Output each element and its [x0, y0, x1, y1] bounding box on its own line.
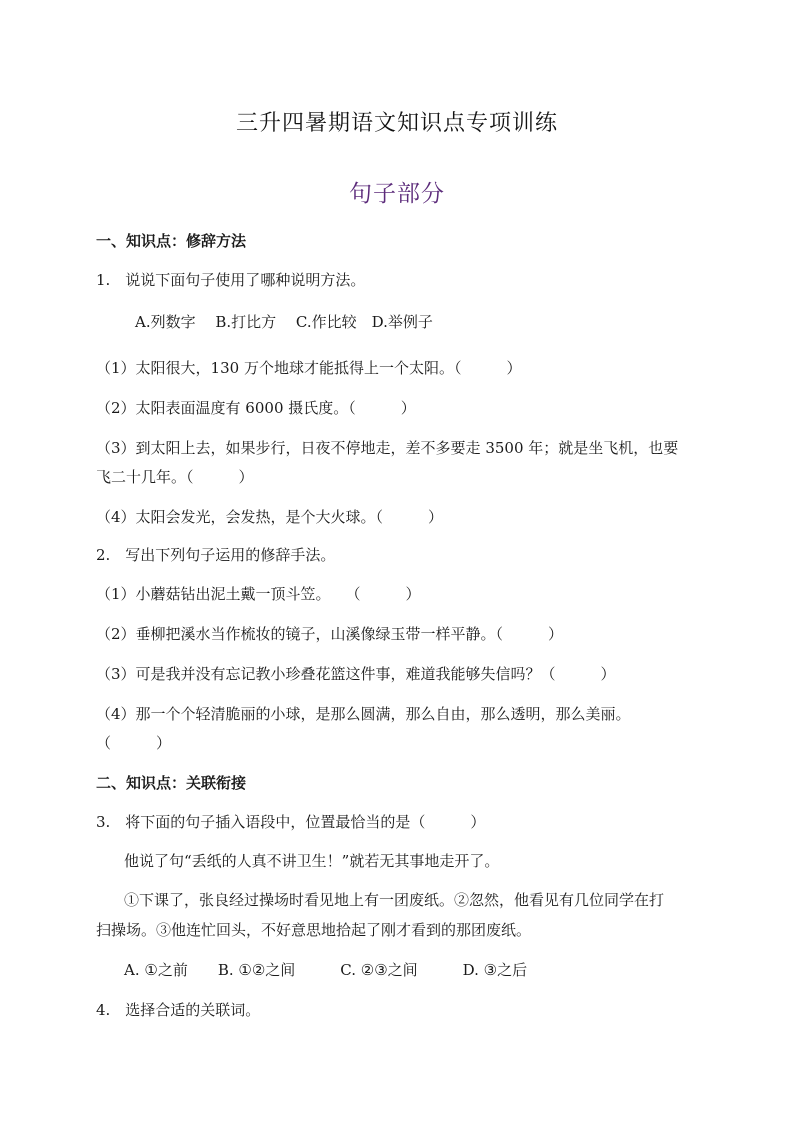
page-title: 三升四暑期语文知识点专项训练 — [235, 111, 558, 136]
question-3-passage-line-2: 扫操场。③他连忙回头，不好意思地拾起了刚才看到的那团废纸。 — [96, 921, 532, 939]
question-4-stem: 4. 选择合适的关联词。 — [96, 1001, 261, 1019]
question-3-quote: 他说了句“丢纸的人真不讲卫生！”就若无其事地走开了。 — [124, 852, 500, 870]
question-1-stem: 1. 说说下面句子使用了哪种说明方法。 — [96, 271, 366, 289]
question-1-item-3-cont: 飞二十几年。（ ） — [96, 468, 254, 486]
page-subtitle: 句子部分 — [349, 181, 445, 207]
question-2-item-3: （3）可是我并没有忘记教小珍叠花篮这件事，难道我能够失信吗？（ ） — [96, 665, 616, 683]
question-1-options: A.列数字 B.打比方 C.作比较 D.举例子 — [135, 313, 433, 331]
question-3-passage-line-1: ①下课了，张良经过操场时看见地上有一团废纸。②忽然，他看见有几位同学在打 — [124, 891, 665, 909]
question-2-stem: 2. 写出下列句子运用的修辞手法。 — [96, 546, 336, 564]
question-2-item-4: （4）那一个个轻清脆丽的小球，是那么圆满，那么自由，那么透明，那么美丽。 — [96, 705, 631, 723]
question-2-item-4-blank: （ ） — [96, 734, 172, 752]
section-heading-rhetoric: 一、知识点：修辞方法 — [96, 232, 247, 250]
question-3-options: A. ①之前 B. ①②之间 C. ②③之间 D. ③之后 — [124, 961, 528, 979]
question-2-item-2: （2）垂柳把溪水当作梳妆的镜子，山溪像绿玉带一样平静。（ ） — [96, 625, 564, 643]
question-1-item-3: （3）到太阳上去，如果步行，日夜不停地走，差不多要走 3500 年；就是坐飞机，也要 — [96, 439, 679, 457]
question-2-item-1: （1）小蘑菇钻出泥土戴一顶斗笠。 （ ） — [96, 585, 421, 603]
question-1-item-1: （1）太阳很大，130 万个地球才能抵得上一个太阳。（ ） — [96, 359, 522, 377]
question-1-item-4: （4）太阳会发光，会发热，是个大火球。（ ） — [96, 508, 444, 526]
section-heading-connection: 二、知识点：关联衔接 — [96, 774, 247, 792]
question-1-item-2: （2）太阳表面温度有 6000 摄氏度。（ ） — [96, 399, 416, 417]
question-3-stem: 3. 将下面的句子插入语段中，位置最恰当的是（ ） — [96, 813, 486, 831]
